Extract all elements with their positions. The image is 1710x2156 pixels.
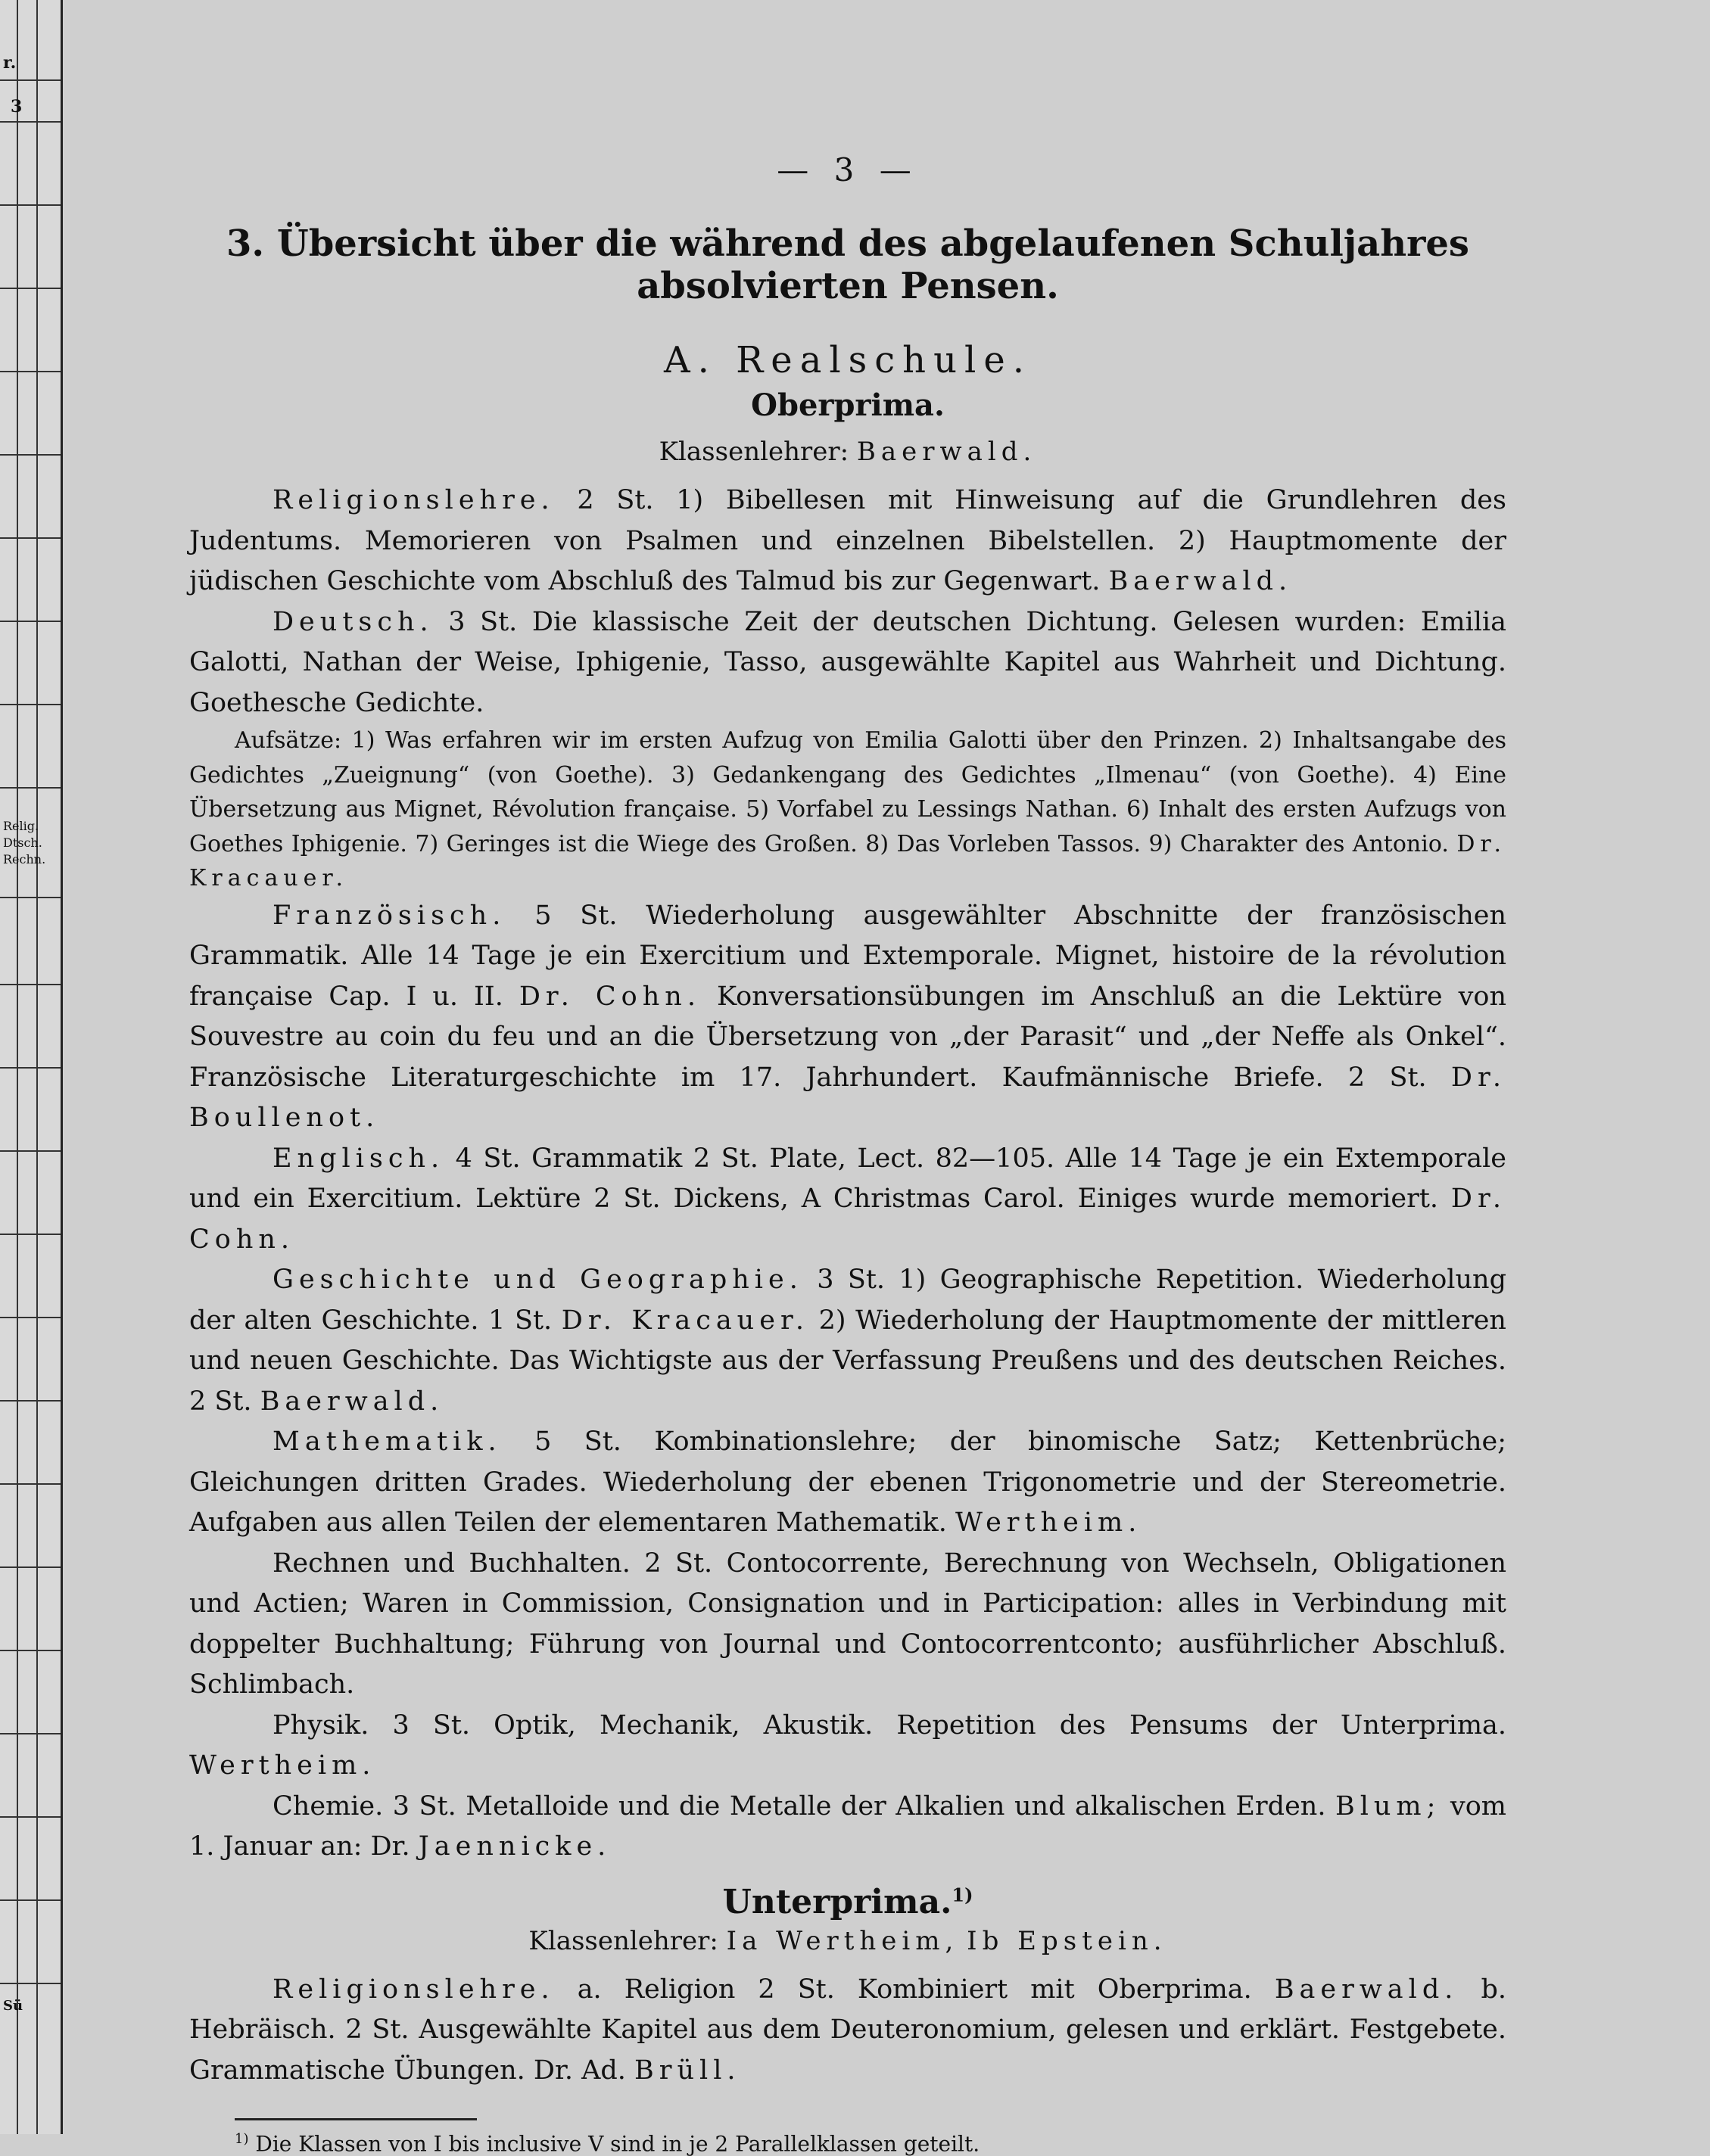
entry-text-2: b. Hebräisch. 2 St. Ausgewählte Kapitel aus dem Deuteronomium, gelesen und erklärt. Festgebete. Grammatische Übungen. Dr. Ad.: [189, 1974, 1506, 2086]
entry-teacher: Dr. Cohn.: [519, 981, 701, 1012]
page-number: — 3 —: [777, 151, 919, 188]
entry-text: 4 St. Grammatik 2 St. Plate, Lect. 82—105. Alle 14 Tage je ein Extemporale und ein Exercitium. Lektüre 2 St. Dickens, A Christmas Carol. Einiges wurde memoriert.: [189, 1143, 1506, 1214]
entry-teacher: Baerwald.: [1108, 566, 1293, 596]
document-page: [189, 151, 1506, 2156]
physik-entry: [189, 1706, 1506, 1787]
subject-name: Religionslehre.: [273, 485, 555, 515]
part-title: A. Realschule.: [663, 339, 1033, 381]
entry-text: 2 St. 1) Bibellesen mit Hinweisung auf die Grundlehren des Judentums. Memorieren von Psalmen und einzelnen Bibelstellen. 2) Hauptmomente der jüdischen Geschichte vom Abschluß des Talmud bis zur Gegenwart.: [189, 485, 1506, 596]
strip-label-3: Rechn.: [3, 852, 46, 866]
entry-text-2: Konversationsübungen im Anschluß an die Lektüre von Souvestre au coin du feu und an die Übersetzung von „der Parasit“ und „der Neffe als Onkel“. Französische Literaturgeschichte im 17. Jahrhundert. Kaufmännische Briefe. 2 St.: [189, 981, 1506, 1093]
entry-text: a. Religion 2 St. Kombiniert mit Oberprima.: [577, 1974, 1252, 2005]
entry-teacher-2: Brüll.: [634, 2055, 741, 2086]
unterprima-religion-entry: [189, 1970, 1506, 2092]
entry-teacher-2: Jaennicke.: [418, 1831, 612, 1862]
oberprima-title: Oberprima.: [751, 387, 945, 423]
aufsaetze-label: Aufsätze:: [235, 727, 342, 754]
entry-text: 5 St. Kombinationslehre; der binomische Satz; Kettenbrüche; Gleichungen dritten Grades. Wiederholung der ebenen Trigonometrie und der Stereometrie. Aufgaben aus allen Teilen der elementaren Mathematik.: [189, 1426, 1506, 1538]
subject-name: Physik.: [273, 1710, 369, 1741]
entry-teacher-2: Baerwald.: [260, 1386, 444, 1417]
entry-text: 3 St. Optik, Mechanik, Akustik. Repetition des Pensums der Unterprima.: [392, 1710, 1506, 1741]
geschichte-entry: [189, 1260, 1506, 1422]
subject-name: Chemie.: [273, 1790, 384, 1822]
teacher-b: Ib Epstein.: [967, 1925, 1167, 1956]
subject-name: Geschichte und Geographie.: [273, 1265, 803, 1295]
strip-label-1: Relig.: [3, 819, 39, 833]
rechnen-entry: [189, 1544, 1506, 1706]
entry-teacher: Blum;: [1335, 1790, 1441, 1822]
margin-strip: [0, 0, 63, 2134]
mathematik-entry: [189, 1422, 1506, 1544]
religion-entry: [189, 481, 1506, 602]
footnote: [235, 2131, 1506, 2156]
subject-name: Französisch.: [273, 900, 506, 931]
footnote-reference: 1): [952, 1883, 973, 1906]
subject-name: Englisch.: [273, 1143, 445, 1174]
aufsaetze-entry: [189, 723, 1506, 896]
strip-label-2: Dtsch.: [3, 835, 42, 850]
strip-number: 3: [11, 97, 23, 117]
entry-text: 3 St. 1) Geographische Repetition. Wiederholung der alten Geschichte. 1 St.: [189, 1265, 1506, 1336]
entry-teacher: Dr. Kracauer.: [189, 830, 1506, 891]
section-title: 3. Übersicht über die während des abgelaufenen Schuljahres absolvierten Pensen.: [226, 222, 1469, 307]
unterprima-teacher-line: [189, 1926, 1506, 1956]
entry-teacher: Wertheim.: [189, 1750, 376, 1781]
deutsch-entry: [189, 602, 1506, 724]
unterprima-title-text: Unterprima.: [722, 1882, 952, 1921]
footnote-mark: 1): [235, 2131, 249, 2147]
aufsaetze-text: 1) Was erfahren wir im ersten Aufzug von Emilia Galotti über den Prinzen. 2) Inhaltsangabe des Gedichtes „Zueignung“ (von Goethe). 3) Gedankengang des Gedichtes „Ilmenau“ (von Goethe). 4) Eine Übersetzung aus Mignet, Révolution française. 5) Vorfabel zu Lessings Nathan. 6) Inhalt des ersten Aufzugs von Goethes Iphigenie. 7) Geringes ist die Wiege des Großen. 8) Das Vorleben Tassos. 9) Charakter des Antonio.: [189, 727, 1506, 857]
entry-text-2: 2) Wiederholung der Hauptmomente der mittleren und neuen Geschichte. Das Wichtigste aus der Verfassung Preußens und des deutschen Reiches. 2 St.: [189, 1305, 1506, 1417]
entry-text: 5 St. Wiederholung ausgewählter Abschnitte der französischen Grammatik. Alle 14 Tage je ein Exercitium und Extemporale. Mignet, histoire de la révolution française Cap. I u. II.: [189, 900, 1506, 1012]
franzoesisch-entry: [189, 896, 1506, 1139]
unterprima-title: [189, 1883, 1506, 1921]
subject-name: Rechnen und Buchhalten.: [273, 1548, 631, 1579]
entry-text: 3 St. Die klassische Zeit der deutschen Dichtung. Gelesen wurden: Emilia Galotti, Nathan der Weise, Iphigenie, Tasso, ausgewählte Kapitel aus Wahrheit und Dichtung. Goethesche Gedichte.: [189, 606, 1506, 718]
englisch-entry: [189, 1139, 1506, 1261]
subject-name: Mathematik.: [273, 1426, 502, 1457]
oberprima-teacher-line: [189, 437, 1506, 467]
entry-teacher: Baerwald.: [1274, 1974, 1459, 2005]
subject-name: Religionslehre.: [273, 1974, 555, 2005]
entry-teacher-2: Dr. Boullenot.: [189, 1062, 1506, 1133]
entry-text: 2 St. Contocorrente, Berechnung von Wechseln, Obligationen und Actien; Waren in Commission, Consignation und in Participation: alles in Verbindung mit doppelter Buchhaltung; Führung von Journal und Contocorrentconto; ausführlicher Abschluß.: [189, 1548, 1506, 1660]
strip-bottom-mark: Sü: [3, 1998, 23, 2014]
teacher-a: Ia Wertheim,: [726, 1925, 959, 1956]
teacher-name: Baerwald.: [856, 437, 1037, 467]
entry-teacher: Wertheim.: [955, 1507, 1142, 1538]
teacher-label: Klassenlehrer:: [659, 437, 849, 467]
teacher-label: Klassenlehrer:: [528, 1925, 718, 1956]
footnote-divider: [235, 2118, 477, 2120]
entry-teacher: Dr. Kracauer.: [561, 1305, 809, 1336]
strip-top-mark: r.: [3, 53, 17, 73]
entry-text-2: vom 1. Januar an: Dr.: [189, 1790, 1506, 1862]
entry-teacher: Dr. Cohn.: [189, 1184, 1506, 1255]
entry-teacher: Schlimbach.: [189, 1669, 355, 1700]
subject-name: Deutsch.: [273, 606, 434, 637]
footnote-text: Die Klassen von I bis inclusive V sind in je 2 Parallelklassen geteilt.: [255, 2131, 980, 2156]
chemie-entry: [189, 1787, 1506, 1868]
entry-text: 3 St. Metalloide und die Metalle der Alkalien und alkalischen Erden.: [392, 1790, 1326, 1822]
